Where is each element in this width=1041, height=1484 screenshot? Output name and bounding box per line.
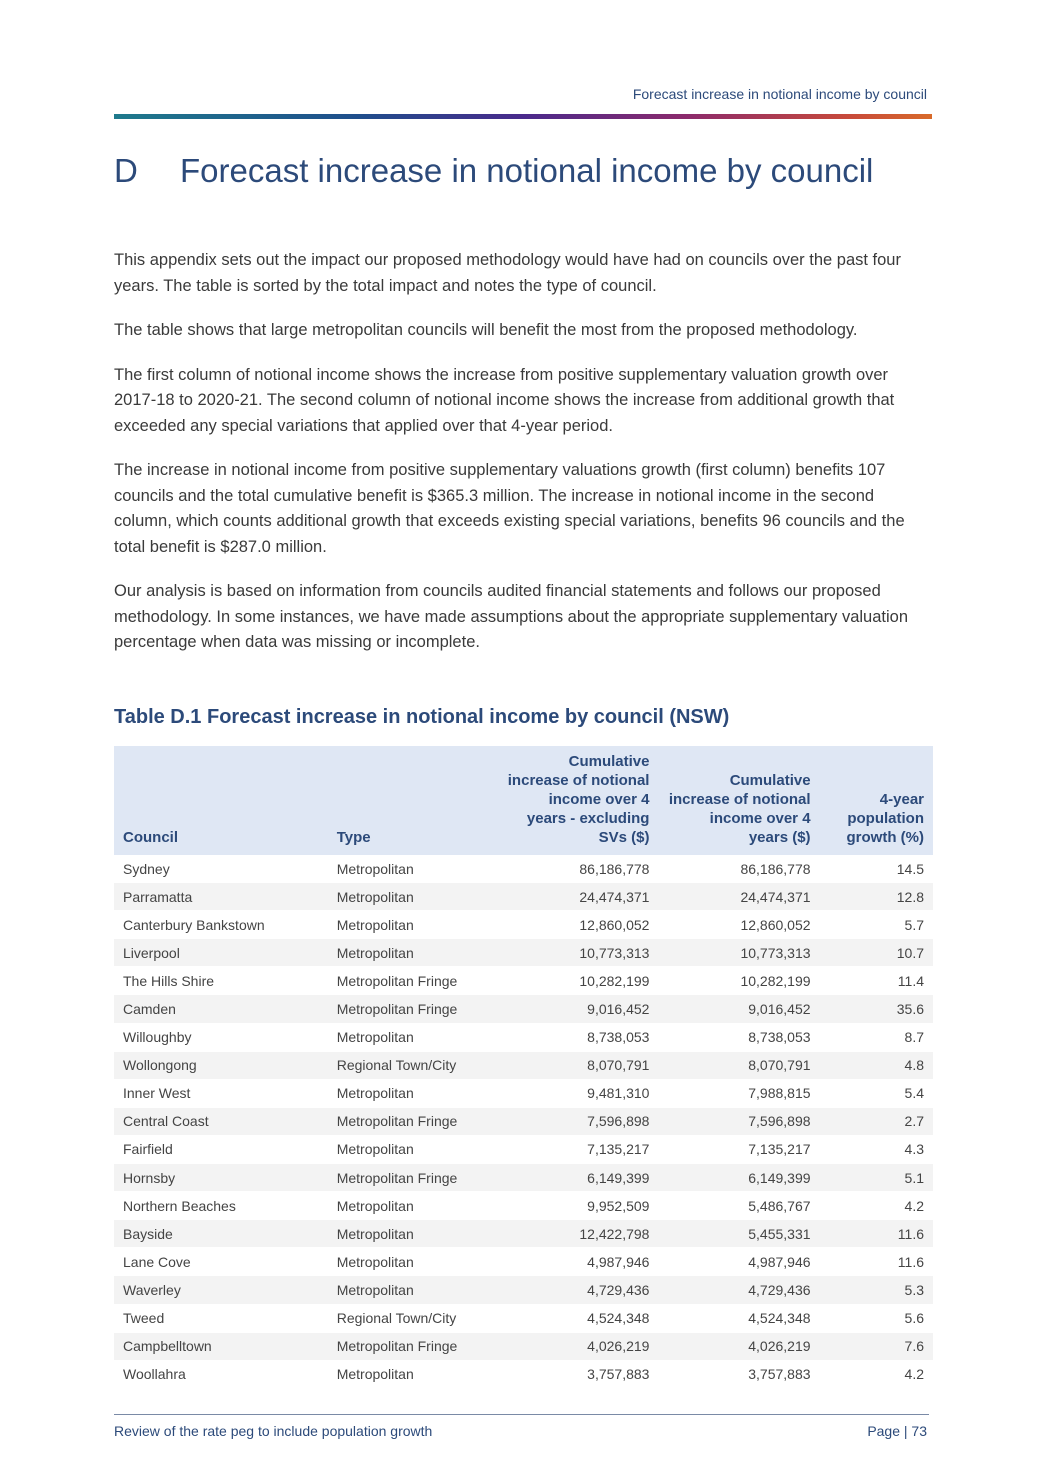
cell-cumulative: 5,455,331	[658, 1220, 819, 1248]
cell-cumulative: 5,486,767	[658, 1192, 819, 1220]
table-row	[114, 939, 933, 967]
cell-council: Camden	[114, 995, 328, 1023]
cell-cumulative: 86,186,778	[658, 855, 819, 883]
cell-council: Lane Cove	[114, 1248, 328, 1276]
table-row	[114, 883, 933, 911]
cell-council: Waverley	[114, 1276, 328, 1304]
table-row	[114, 995, 933, 1023]
cell-type: Metropolitan	[328, 1248, 498, 1276]
table-row	[114, 1276, 933, 1304]
cell-cumulative: 10,282,199	[658, 967, 819, 995]
paragraph: The table shows that large metropolitan councils will benefit the most from the proposed methodology.	[114, 321, 858, 339]
cell-pop-growth: 5.6	[820, 1304, 933, 1332]
cell-cumulative: 7,596,898	[658, 1107, 819, 1135]
paragraph: Our analysis is based on information from councils audited financial statements and follows our proposed methodology. In some instances, we have made assumptions about the appropriate supplementary valuation percentage when data was missing or incomplete.	[114, 582, 908, 651]
cell-council: Willoughby	[114, 1023, 328, 1051]
cell-excl-svs: 24,474,371	[497, 883, 658, 911]
chapter-title-text: Forecast increase in notional income by council	[180, 152, 874, 189]
cell-cumulative: 10,773,313	[658, 939, 819, 967]
cell-council: Parramatta	[114, 883, 328, 911]
cell-pop-growth: 4.2	[820, 1360, 933, 1388]
header-type: Type	[328, 746, 498, 855]
table-row	[114, 1360, 933, 1388]
header-council: Council	[114, 746, 328, 855]
cell-excl-svs: 8,070,791	[497, 1051, 658, 1079]
cell-pop-growth: 2.7	[820, 1107, 933, 1135]
cell-type: Metropolitan Fringe	[328, 995, 498, 1023]
cell-pop-growth: 5.7	[820, 911, 933, 939]
header-gradient-rule	[114, 114, 932, 119]
table-row	[114, 1164, 933, 1192]
cell-council: Wollongong	[114, 1051, 328, 1079]
table-row	[114, 1023, 933, 1051]
cell-pop-growth: 11.6	[820, 1248, 933, 1276]
cell-type: Metropolitan	[328, 939, 498, 967]
council-income-table	[114, 746, 933, 1389]
cell-excl-svs: 4,729,436	[497, 1276, 658, 1304]
cell-council: Inner West	[114, 1079, 328, 1107]
cell-pop-growth: 5.4	[820, 1079, 933, 1107]
table-caption: Table D.1 Forecast increase in notional income by council (NSW)	[114, 706, 730, 728]
cell-type: Metropolitan	[328, 911, 498, 939]
cell-excl-svs: 9,016,452	[497, 995, 658, 1023]
cell-excl-svs: 4,987,946	[497, 1248, 658, 1276]
cell-pop-growth: 35.6	[820, 995, 933, 1023]
cell-pop-growth: 11.6	[820, 1220, 933, 1248]
cell-council: Tweed	[114, 1304, 328, 1332]
cell-excl-svs: 9,952,509	[497, 1192, 658, 1220]
cell-type: Metropolitan	[328, 1220, 498, 1248]
cell-pop-growth: 5.1	[820, 1164, 933, 1192]
running-header: Forecast increase in notional income by council	[632, 86, 927, 102]
cell-type: Metropolitan	[328, 1079, 498, 1107]
cell-type: Metropolitan Fringe	[328, 967, 498, 995]
cell-pop-growth: 14.5	[820, 855, 933, 883]
table-row	[114, 1079, 933, 1107]
footer-rule	[114, 1414, 929, 1415]
cell-cumulative: 4,026,219	[658, 1332, 819, 1360]
table-row	[114, 911, 933, 939]
cell-council: Hornsby	[114, 1164, 328, 1192]
cell-excl-svs: 9,481,310	[497, 1079, 658, 1107]
cell-pop-growth: 4.8	[820, 1051, 933, 1079]
table-row	[114, 967, 933, 995]
paragraph: This appendix sets out the impact our proposed methodology would have had on councils over the past four years. The table is sorted by the total impact and notes the type of council.	[114, 251, 901, 295]
cell-council: Sydney	[114, 855, 328, 883]
cell-council: Fairfield	[114, 1135, 328, 1163]
cell-council: Central Coast	[114, 1107, 328, 1135]
cell-council: Campbelltown	[114, 1332, 328, 1360]
cell-excl-svs: 7,135,217	[497, 1135, 658, 1163]
cell-excl-svs: 8,738,053	[497, 1023, 658, 1051]
cell-cumulative: 3,757,883	[658, 1360, 819, 1388]
cell-type: Metropolitan	[328, 1192, 498, 1220]
table-row	[114, 1248, 933, 1276]
cell-excl-svs: 12,860,052	[497, 911, 658, 939]
cell-council: The Hills Shire	[114, 967, 328, 995]
cell-council: Northern Beaches	[114, 1192, 328, 1220]
cell-excl-svs: 86,186,778	[497, 855, 658, 883]
cell-cumulative: 4,987,946	[658, 1248, 819, 1276]
page-number: Page | 73	[867, 1423, 927, 1439]
cell-type: Metropolitan Fringe	[328, 1107, 498, 1135]
cell-type: Regional Town/City	[328, 1304, 498, 1332]
cell-council: Liverpool	[114, 939, 328, 967]
cell-cumulative: 7,988,815	[658, 1079, 819, 1107]
table-row	[114, 855, 933, 883]
cell-cumulative: 24,474,371	[658, 883, 819, 911]
cell-pop-growth: 8.7	[820, 1023, 933, 1051]
cell-council: Woollahra	[114, 1360, 328, 1388]
chapter-letter: D	[114, 152, 138, 189]
header-cumulative: Cumulative increase of notional income over 4 years ($)	[658, 746, 819, 855]
cell-type: Metropolitan	[328, 1276, 498, 1304]
table-body	[114, 855, 933, 1388]
cell-pop-growth: 5.3	[820, 1276, 933, 1304]
cell-pop-growth: 12.8	[820, 883, 933, 911]
footer-document-title: Review of the rate peg to include population growth	[114, 1423, 433, 1439]
cell-excl-svs: 12,422,798	[497, 1220, 658, 1248]
cell-council: Bayside	[114, 1220, 328, 1248]
cell-pop-growth: 10.7	[820, 939, 933, 967]
cell-type: Metropolitan	[328, 883, 498, 911]
table-row	[114, 1051, 933, 1079]
cell-excl-svs: 6,149,399	[497, 1164, 658, 1192]
table-row	[114, 1220, 933, 1248]
cell-type: Metropolitan	[328, 1023, 498, 1051]
cell-type: Regional Town/City	[328, 1051, 498, 1079]
paragraph: The increase in notional income from positive supplementary valuations growth (first column) benefits 107 councils and the total cumulative benefit is $365.3 million. The increase in notional income in the second column, which counts additional growth that exceeds existing special variations, benefits 96 councils and the total benefit is $287.0 million.	[114, 461, 905, 556]
cell-cumulative: 4,729,436	[658, 1276, 819, 1304]
cell-type: Metropolitan	[328, 855, 498, 883]
cell-excl-svs: 10,773,313	[497, 939, 658, 967]
cell-excl-svs: 10,282,199	[497, 967, 658, 995]
cell-pop-growth: 7.6	[820, 1332, 933, 1360]
cell-cumulative: 4,524,348	[658, 1304, 819, 1332]
cell-pop-growth: 4.3	[820, 1135, 933, 1163]
cell-type: Metropolitan	[328, 1360, 498, 1388]
page-title	[114, 152, 873, 190]
cell-excl-svs: 3,757,883	[497, 1360, 658, 1388]
cell-cumulative: 7,135,217	[658, 1135, 819, 1163]
cell-type: Metropolitan	[328, 1135, 498, 1163]
cell-cumulative: 9,016,452	[658, 995, 819, 1023]
cell-type: Metropolitan Fringe	[328, 1164, 498, 1192]
cell-excl-svs: 4,524,348	[497, 1304, 658, 1332]
paragraph: The first column of notional income shows the increase from positive supplementary valuation growth over 2017-18 to 2020-21. The second column of notional income shows the increase from additional growth that exceeded any special variations that applied over that 4-year period.	[114, 365, 895, 435]
header-excl-svs: Cumulative increase of notional income over 4 years - excluding SVs ($)	[497, 746, 658, 855]
cell-cumulative: 8,738,053	[658, 1023, 819, 1051]
table-row	[114, 1192, 933, 1220]
cell-excl-svs: 4,026,219	[497, 1332, 658, 1360]
cell-pop-growth: 4.2	[820, 1192, 933, 1220]
table-row	[114, 1135, 933, 1163]
cell-cumulative: 8,070,791	[658, 1051, 819, 1079]
cell-type: Metropolitan Fringe	[328, 1332, 498, 1360]
cell-cumulative: 6,149,399	[658, 1164, 819, 1192]
cell-cumulative: 12,860,052	[658, 911, 819, 939]
table-row	[114, 1107, 933, 1135]
cell-council: Canterbury Bankstown	[114, 911, 328, 939]
table-row	[114, 1332, 933, 1360]
cell-pop-growth: 11.4	[820, 967, 933, 995]
cell-excl-svs: 7,596,898	[497, 1107, 658, 1135]
table-header-row	[114, 746, 933, 855]
header-pop-growth: 4-year population growth (%)	[820, 746, 933, 855]
body-text	[114, 248, 924, 675]
table-row	[114, 1304, 933, 1332]
